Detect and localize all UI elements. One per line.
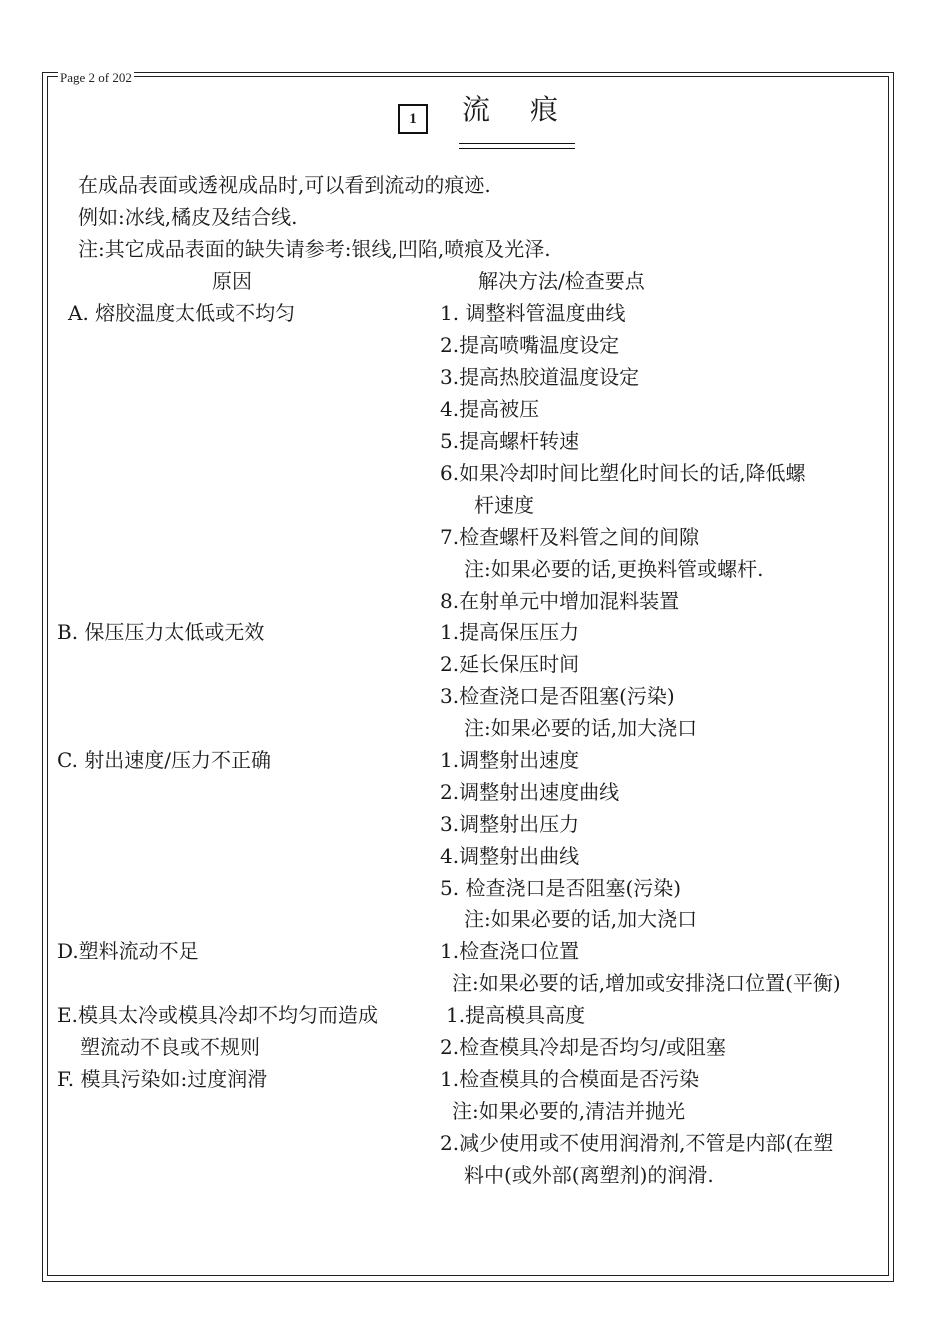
solution-item: 3.检查浇口是否阻塞(污染): [440, 684, 675, 708]
cause-f: F. 模具污染如:过度润滑: [57, 1067, 268, 1091]
solution-note: 注:如果必要的话,加大浇口: [464, 907, 698, 931]
solution-item: 1.提高保压压力: [440, 620, 580, 644]
title-char-1: 流: [462, 93, 491, 126]
solution-item: 1. 调整料管温度曲线: [440, 301, 626, 325]
solution-item: 4.调整射出曲线: [440, 844, 580, 868]
solution-item: 2.提高喷嘴温度设定: [440, 333, 620, 357]
solution-item: 2.调整射出速度曲线: [440, 780, 620, 804]
cause-e-cont: 塑流动不良或不规则: [80, 1035, 260, 1059]
solution-item: 3.调整射出压力: [440, 812, 580, 836]
solution-item: 杆速度: [474, 493, 534, 517]
cause-e: E.模具太冷或模具冷却不均匀而造成: [57, 1003, 378, 1027]
solution-item: 8.在射单元中增加混料装置: [440, 589, 680, 613]
cause-a: A. 熔胶温度太低或不均匀: [68, 301, 296, 325]
intro-line: 例如:冰线,橘皮及结合线.: [78, 205, 298, 229]
solution-note: 注:如果必要的,清洁并抛光: [452, 1099, 686, 1123]
title-underline: [459, 143, 575, 144]
cause-b: B. 保压压力太低或无效: [57, 620, 265, 644]
cause-c: C. 射出速度/压力不正确: [57, 748, 272, 772]
solution-item: 2.延长保压时间: [440, 652, 580, 676]
solution-item: 3.提高热胶道温度设定: [440, 365, 640, 389]
solution-item: 6.如果冷却时间比塑化时间长的话,降低螺: [440, 461, 806, 485]
intro-line: 注:其它成品表面的缺失请参考:银线,凹陷,喷痕及光泽.: [78, 237, 551, 261]
solution-item: 1.检查浇口位置: [440, 939, 580, 963]
solution-note: 注:如果必要的话,加大浇口: [464, 716, 698, 740]
solution-item: 1.检查模具的合模面是否污染: [440, 1067, 700, 1091]
solution-item: 5.提高螺杆转速: [440, 429, 580, 453]
title-char-2: 痕: [530, 93, 559, 126]
cause-d: D.塑料流动不足: [57, 939, 199, 963]
page-label: Page 2 of 202: [60, 70, 132, 85]
solution-item: 1.调整射出速度: [440, 748, 580, 772]
solution-note: 注:如果必要的话,更换料管或螺杆.: [464, 557, 764, 581]
intro-line: 在成品表面或透视成品时,可以看到流动的痕迹.: [78, 173, 491, 197]
page-title: [462, 92, 558, 128]
solution-item: 2.减少使用或不使用润滑剂,不管是内部(在塑: [440, 1131, 834, 1155]
title-underline: [459, 148, 575, 149]
solution-item: 7.检查螺杆及料管之间的间隙: [440, 525, 700, 549]
section-number-box: 1: [398, 104, 428, 134]
header-solution: 解决方法/检查要点: [478, 269, 645, 293]
solution-item: 5. 检查浇口是否阻塞(污染): [440, 876, 682, 900]
solution-item: 4.提高被压: [440, 397, 540, 421]
solution-item: 2.检查模具冷却是否均匀/或阻塞: [440, 1035, 726, 1059]
solution-item: 1.提高模具高度: [446, 1003, 586, 1027]
header-cause: 原因: [212, 269, 252, 293]
solution-item: 料中(或外部(离塑剂)的润滑.: [464, 1163, 714, 1187]
solution-note: 注:如果必要的话,增加或安排浇口位置(平衡): [452, 971, 841, 995]
